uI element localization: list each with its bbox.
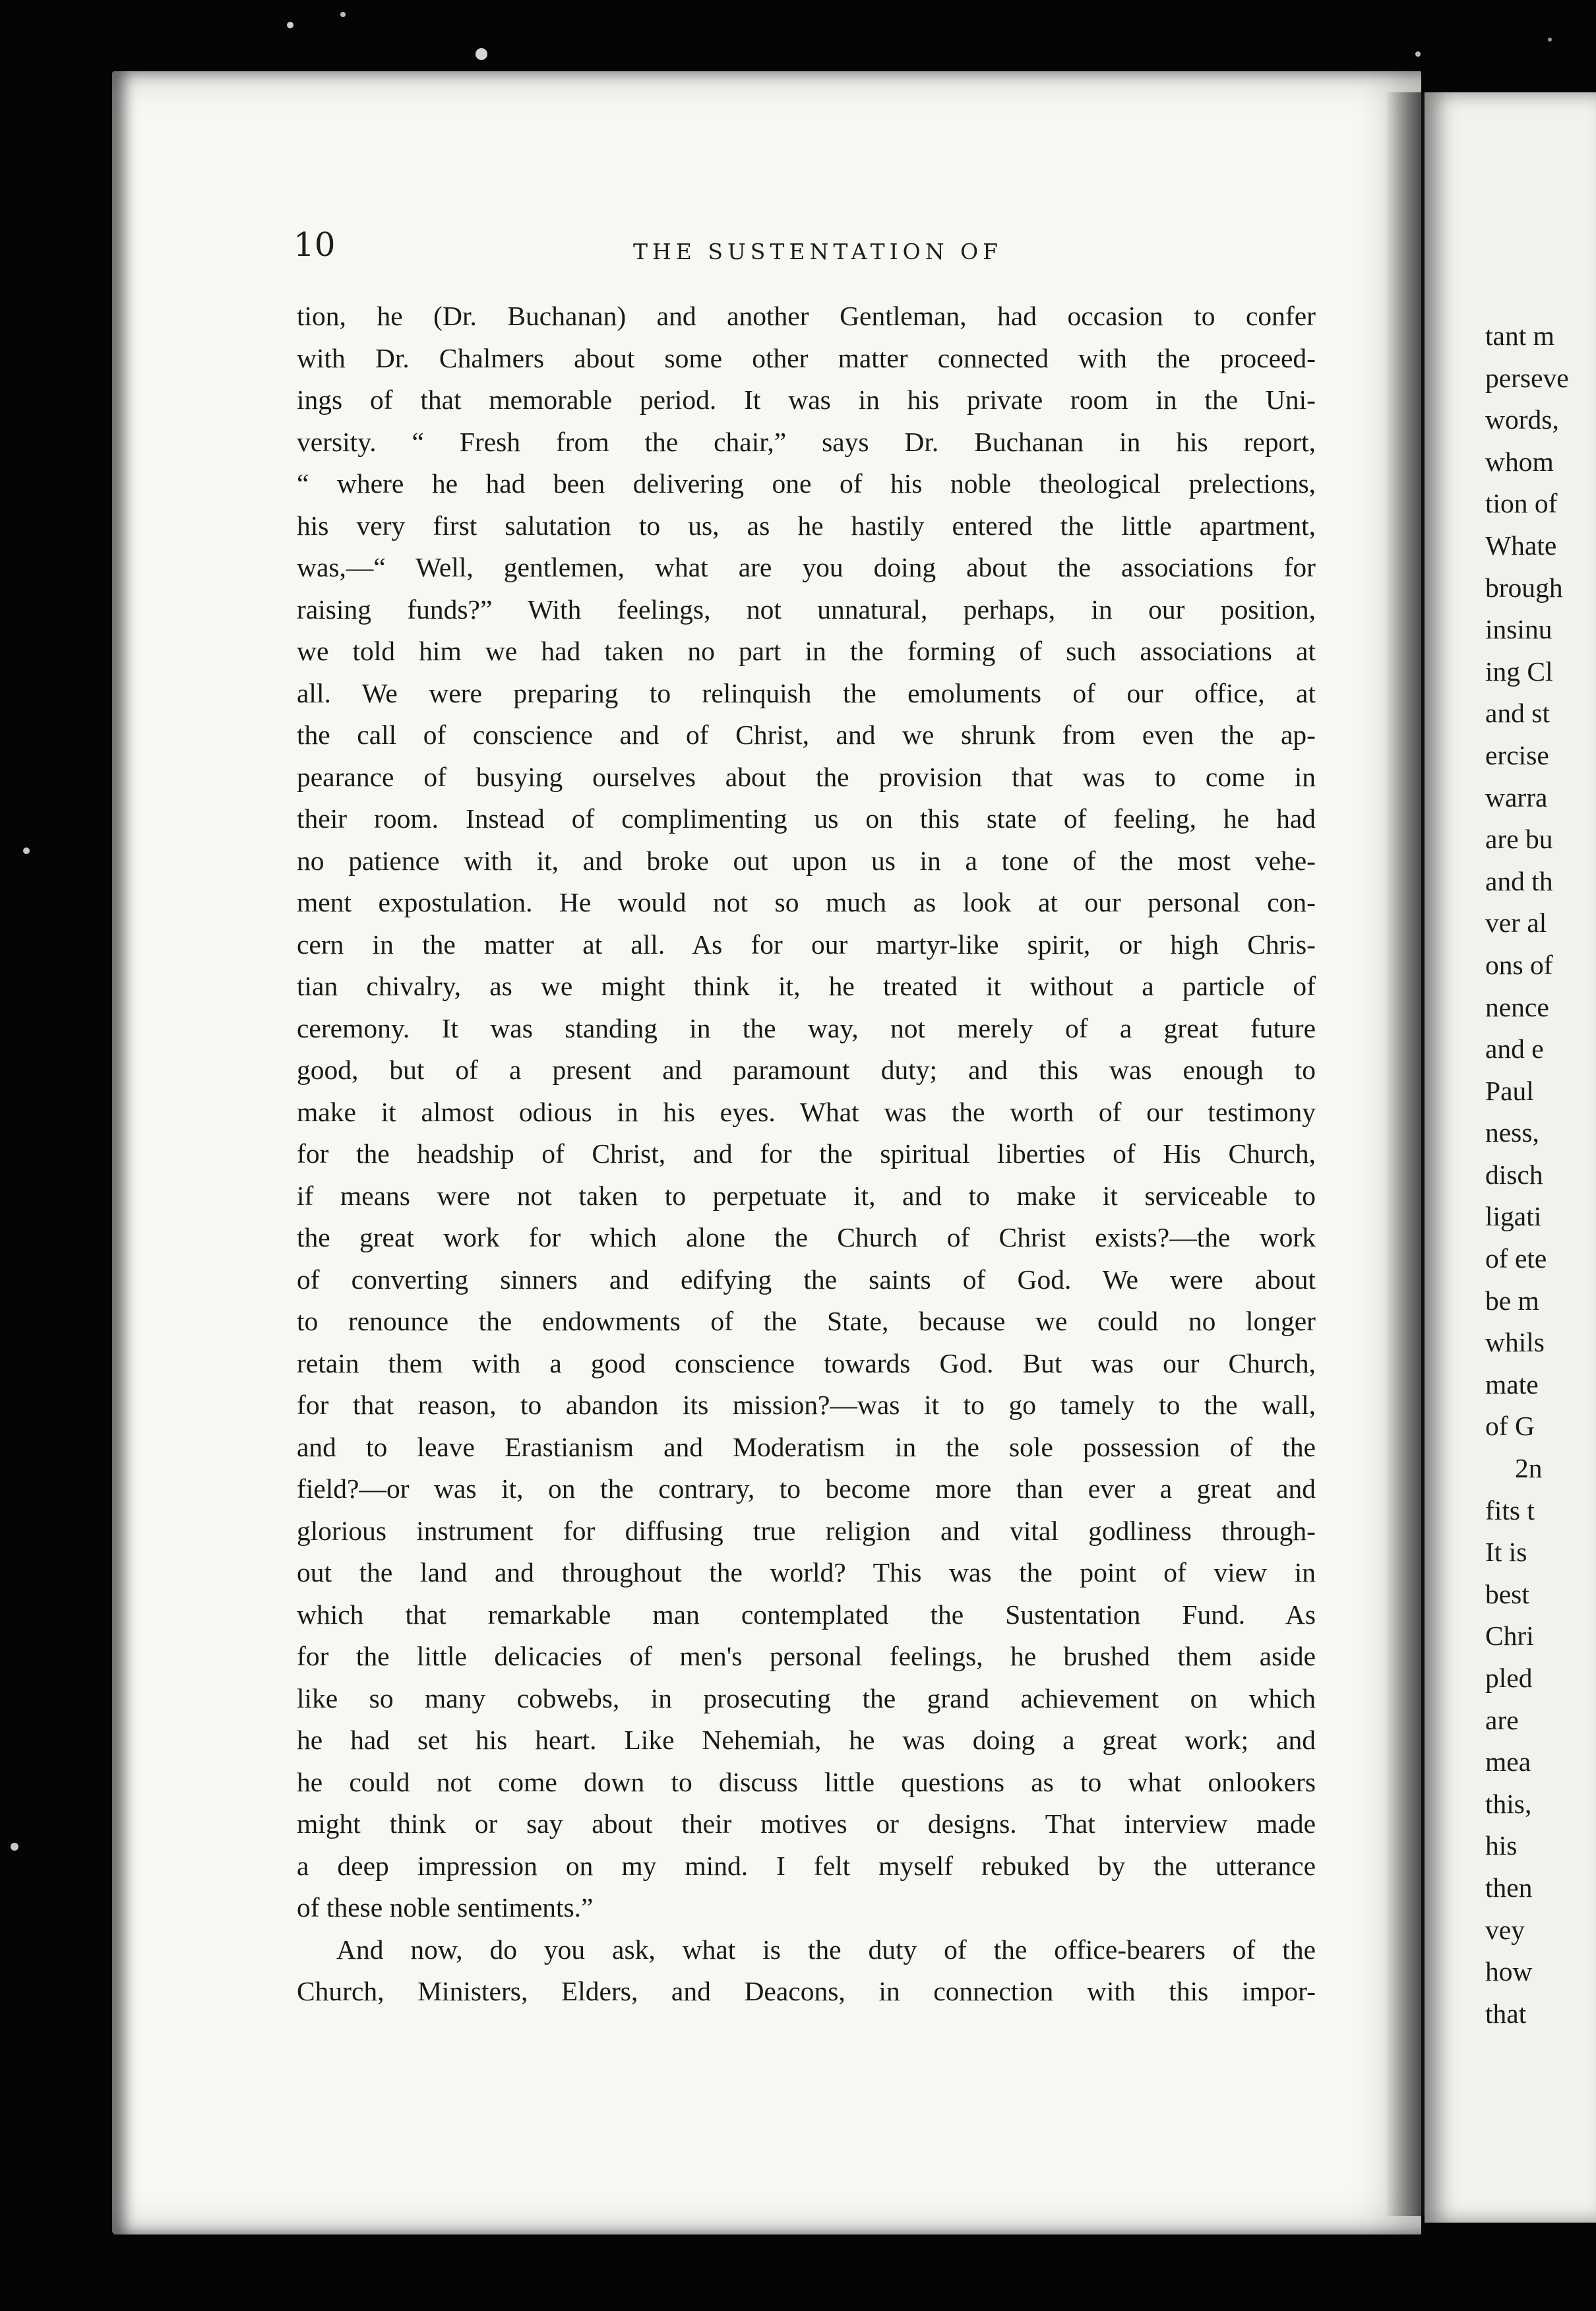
facing-line: whom <box>1485 446 1554 477</box>
facing-line: are bu <box>1485 824 1553 855</box>
facing-line: ver al <box>1485 908 1547 939</box>
text-line: for the little delicacies of men's personal feelings, he brushed them aside <box>297 1641 1316 1671</box>
facing-line: insinu <box>1485 614 1552 645</box>
facing-line: that <box>1485 1998 1527 2029</box>
text-line: we told him we had taken no part in the forming of such associations at <box>297 636 1316 666</box>
text-line: out the land and throughout the world? This was the point of view in <box>297 1557 1316 1587</box>
text-line: tion, he (Dr. Buchanan) and another Gentleman, had occasion to confer <box>297 301 1316 331</box>
facing-line: fits t <box>1485 1494 1535 1525</box>
text-line: he had set his heart. Like Nehemiah, he was doing a great work; and <box>297 1725 1316 1755</box>
facing-line: ercise <box>1485 739 1549 770</box>
text-line: to renounce the endowments of the State, because we could no longer <box>297 1306 1316 1336</box>
facing-line: whils <box>1485 1327 1545 1358</box>
text-line: his very first salutation to us, as he hastily entered the little apartment, <box>297 510 1316 541</box>
facing-line: mea <box>1485 1746 1531 1777</box>
text-line: and to leave Erastianism and Moderatism in the sole possession of the <box>297 1431 1316 1462</box>
facing-line: brough <box>1485 572 1563 603</box>
facing-line: pled <box>1485 1663 1533 1693</box>
text-line: their room. Instead of complimenting us on this state of feeling, he had <box>297 803 1316 834</box>
facing-line: vey <box>1485 1914 1525 1945</box>
text-line: ings of that memorable period. It was in his private room in the Uni- <box>297 385 1316 415</box>
text-line: all. We were preparing to relinquish the emoluments of our office, at <box>297 677 1316 708</box>
facing-line: his <box>1485 1830 1518 1861</box>
facing-line: disch <box>1485 1159 1543 1190</box>
facing-line: ness, <box>1485 1117 1539 1148</box>
text-line: Church, Ministers, Elders, and Deacons, in connection with this impor- <box>297 1976 1316 2006</box>
body-text <box>297 295 1316 2013</box>
text-line: of converting sinners and edifying the saints of God. We were about <box>297 1264 1316 1295</box>
facing-line: It is <box>1485 1537 1527 1568</box>
facing-line: Paul <box>1485 1075 1534 1106</box>
text-line: field?—or was it, on the contrary, to become more than ever a great and <box>297 1473 1316 1504</box>
text-line: the call of conscience and of Christ, and we shrunk from even the ap- <box>297 720 1316 750</box>
facing-line: are <box>1485 1704 1519 1735</box>
text-line: he could not come down to discuss little questions as to what onlookers <box>297 1766 1316 1797</box>
facing-line: and st <box>1485 698 1550 729</box>
facing-line: Whate <box>1485 530 1557 561</box>
facing-line: best <box>1485 1578 1529 1609</box>
facing-line: ing Cl <box>1485 656 1553 687</box>
text-line: if means were not taken to perpetuate it, and to make it serviceable to <box>297 1180 1316 1211</box>
facing-line: perseve <box>1485 362 1569 393</box>
text-line: might think or say about their motives or designs. That interview made <box>297 1808 1316 1839</box>
facing-line: Chri <box>1485 1620 1534 1651</box>
facing-line: warra <box>1485 782 1548 813</box>
text-line: ceremony. It was standing in the way, not merely of a great future <box>297 1012 1316 1043</box>
text-line: was,—“ Well, gentlemen, what are you doing about the associations for <box>297 552 1316 582</box>
facing-line: tant m <box>1485 321 1554 351</box>
text-line: cern in the matter at all. As for our martyr-like spirit, or high Chris- <box>297 929 1316 960</box>
text-line: for the headship of Christ, and for the spiritual liberties of His Church, <box>297 1138 1316 1169</box>
text-line: like so many cobwebs, in prosecuting the grand achievement on which <box>297 1682 1316 1713</box>
text-line: glorious instrument for diffusing true religion and vital godliness through- <box>297 1515 1316 1546</box>
facing-line: words, <box>1485 404 1559 435</box>
facing-line: of G <box>1485 1411 1535 1442</box>
text-line: a deep impression on my mind. I felt myself rebuked by the utterance <box>297 1850 1316 1881</box>
text-line: “ where he had been delivering one of his noble theological prelections, <box>297 468 1316 499</box>
page-number: 10 <box>293 226 336 264</box>
facing-line: ligati <box>1485 1201 1542 1232</box>
facing-line: tion of <box>1485 488 1558 519</box>
facing-line: and th <box>1485 865 1553 896</box>
facing-line: be m <box>1485 1285 1539 1316</box>
text-line: which that remarkable man contemplated the Sustentation Fund. As <box>297 1599 1316 1630</box>
text-line: of these noble sentiments.” <box>297 1892 594 1923</box>
facing-line: nence <box>1485 991 1549 1022</box>
facing-line: mate <box>1485 1369 1539 1400</box>
text-line: ment expostulation. He would not so much as look at our personal con- <box>297 887 1316 917</box>
facing-line: and e <box>1485 1033 1544 1064</box>
facing-line: ons of <box>1485 949 1553 980</box>
text-line: And now, do you ask, what is the duty of the office-bearers of the <box>336 1934 1316 1965</box>
facing-line: then <box>1485 1872 1533 1903</box>
text-line: raising funds?” With feelings, not unnatural, perhaps, in our position, <box>297 594 1316 625</box>
text-line: the great work for which alone the Church of Christ exists?—the work <box>297 1222 1316 1252</box>
text-line: make it almost odious in his eyes. What was the worth of our testimony <box>297 1096 1316 1127</box>
text-line: good, but of a present and paramount duty; and this was enough to <box>297 1055 1316 1085</box>
facing-line: of ete <box>1485 1243 1547 1274</box>
text-line: pearance of busying ourselves about the provision that was to come in <box>297 761 1316 792</box>
text-line: no patience with it, and broke out upon us in a tone of the most vehe- <box>297 845 1316 876</box>
facing-line: 2n <box>1515 1453 1543 1484</box>
text-line: with Dr. Chalmers about some other matter connected with the proceed- <box>297 342 1316 373</box>
text-line: retain them with a good conscience towards God. But was our Church, <box>297 1347 1316 1378</box>
facing-line: this, <box>1485 1788 1532 1819</box>
text-line: for that reason, to abandon its mission?—was it to go tamely to the wall, <box>297 1390 1316 1420</box>
text-line: versity. “ Fresh from the chair,” says Dr. Buchanan in his report, <box>297 426 1316 457</box>
facing-line: how <box>1485 1956 1533 1987</box>
running-head: THE SUSTENTATION OF <box>633 239 1003 264</box>
facing-page-text <box>1485 315 1596 2035</box>
text-line: tian chivalry, as we might think it, he treated it without a particle of <box>297 971 1316 1001</box>
